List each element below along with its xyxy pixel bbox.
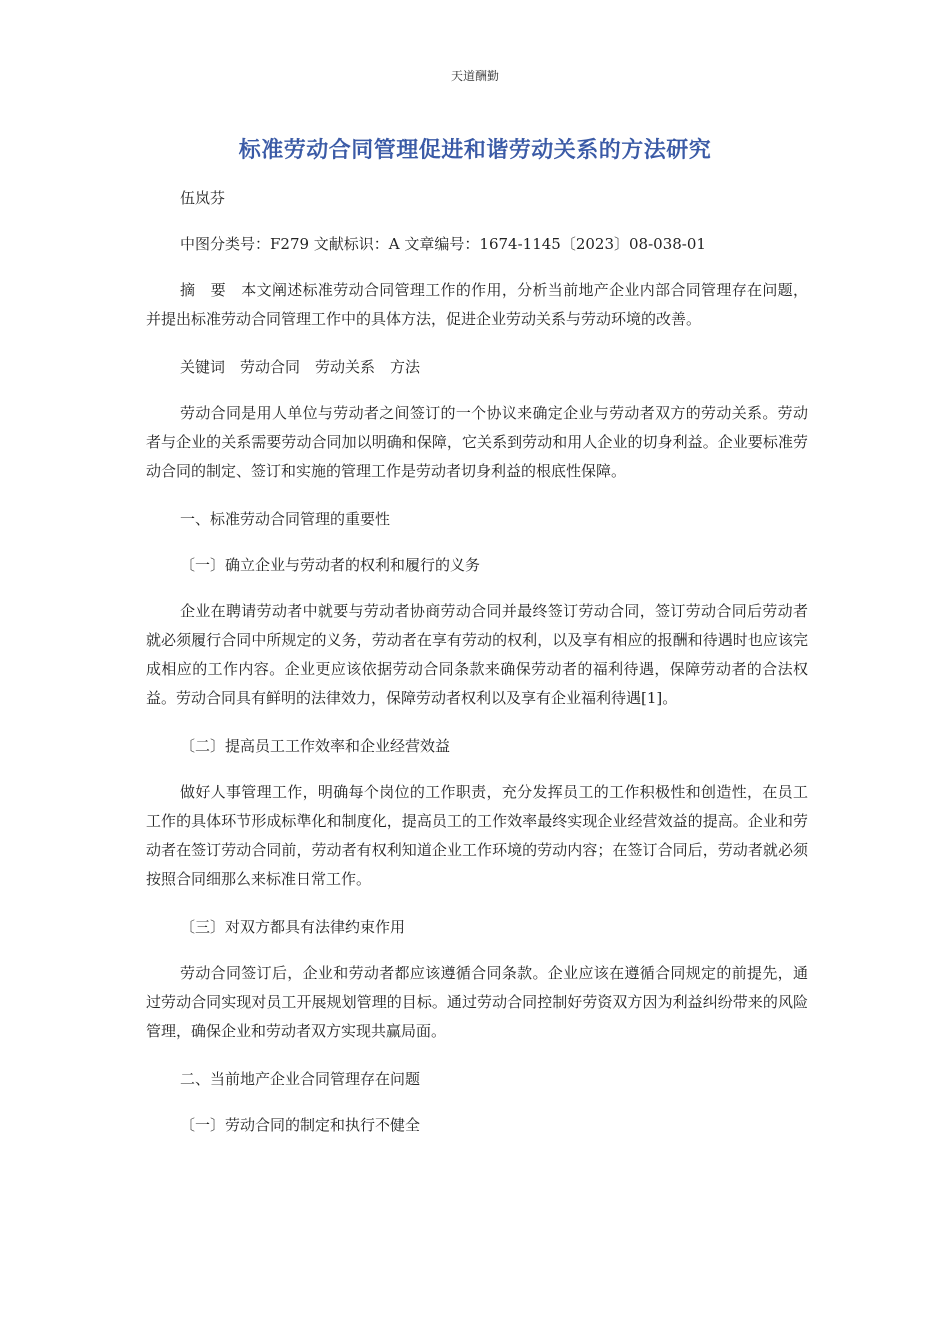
intro-paragraph: 劳动合同是用人单位与劳动者之间签订的一个协议来确定企业与劳动者双方的劳动关系。劳动者与企业的关系需要劳动合同加以明确和保障，它关系到劳动和用人企业的切身利益。企业要标准劳动合同的制定、签订和实施的管理工作是劳动者切身利益的根底性保障。 (146, 404, 808, 480)
abstract: 摘 要 本文阐述标准劳动合同管理工作的作用，分析当前地产企业内部合同管理存在问题，并提出标准劳动合同管理工作中的具体方法，促进企业劳动关系与劳动环境的改善。 (146, 281, 808, 328)
header-note: 天道酬勤 (450, 69, 499, 83)
paragraph: 劳动合同签订后，企业和劳动者都应该遵循合同条款。企业应该在遵循合同规定的前提先，通过劳动合同实现对员工开展规划管理的目标。通过劳动合同控制好劳资双方因为利益纠纷带来的风险管理，确保企业和劳动者双方实现共赢局面。 (146, 964, 808, 1040)
article-body (146, 184, 808, 1157)
subsection-heading: 〔二〕提高员工工作效率和企业经营效益 (180, 737, 451, 755)
paragraph: 做好人事管理工作，明确每个岗位的工作职责，充分发挥员工的工作积极性和创造性，在员工工作的具体环节形成标準化和制度化，提高员工的工作效率最终实现企业经营效益的提高。企业和劳动者在签订劳动合同前，劳动者有权利知道企业工作环境的劳动内容；在签订合同后，劳动者就必须按照合同细那么来标准日常工作。 (146, 783, 808, 888)
section-heading: 一、标准劳动合同管理的重要性 (180, 510, 391, 528)
keywords: 关键词 劳动合同 劳动关系 方法 (180, 358, 421, 376)
paragraph: 企业在聘请劳动者中就要与劳动者协商劳动合同并最终签订劳动合同，签订劳动合同后劳动者就必须履行合同中所规定的义务，劳动者在享有劳动的权利，以及享有相应的报酬和待遇时也应该完成相应的工作内容。企业更应该依据劳动合同条款来确保劳动者的福利待遇，保障劳动者的合法权益。劳动合同具有鲜明的法律效力，保障劳动者权利以及享有企业福利待遇[1]。 (146, 602, 808, 707)
classification-line: 中图分类号：F279 文献标识：A 文章编号：1674-1145〔2023〕08-038-01 (180, 235, 706, 253)
article-title: 标准劳动合同管理促进和谐劳动关系的方法研究 (238, 138, 712, 163)
subsection-heading: 〔一〕确立企业与劳动者的权利和履行的义务 (180, 556, 481, 574)
author: 伍岚芬 (180, 189, 226, 207)
subsection-heading: 〔三〕对双方都具有法律约束作用 (180, 918, 406, 936)
section-heading: 二、当前地产企业合同管理存在问题 (180, 1070, 421, 1088)
subsection-heading: 〔一〕劳动合同的制定和执行不健全 (180, 1116, 421, 1134)
